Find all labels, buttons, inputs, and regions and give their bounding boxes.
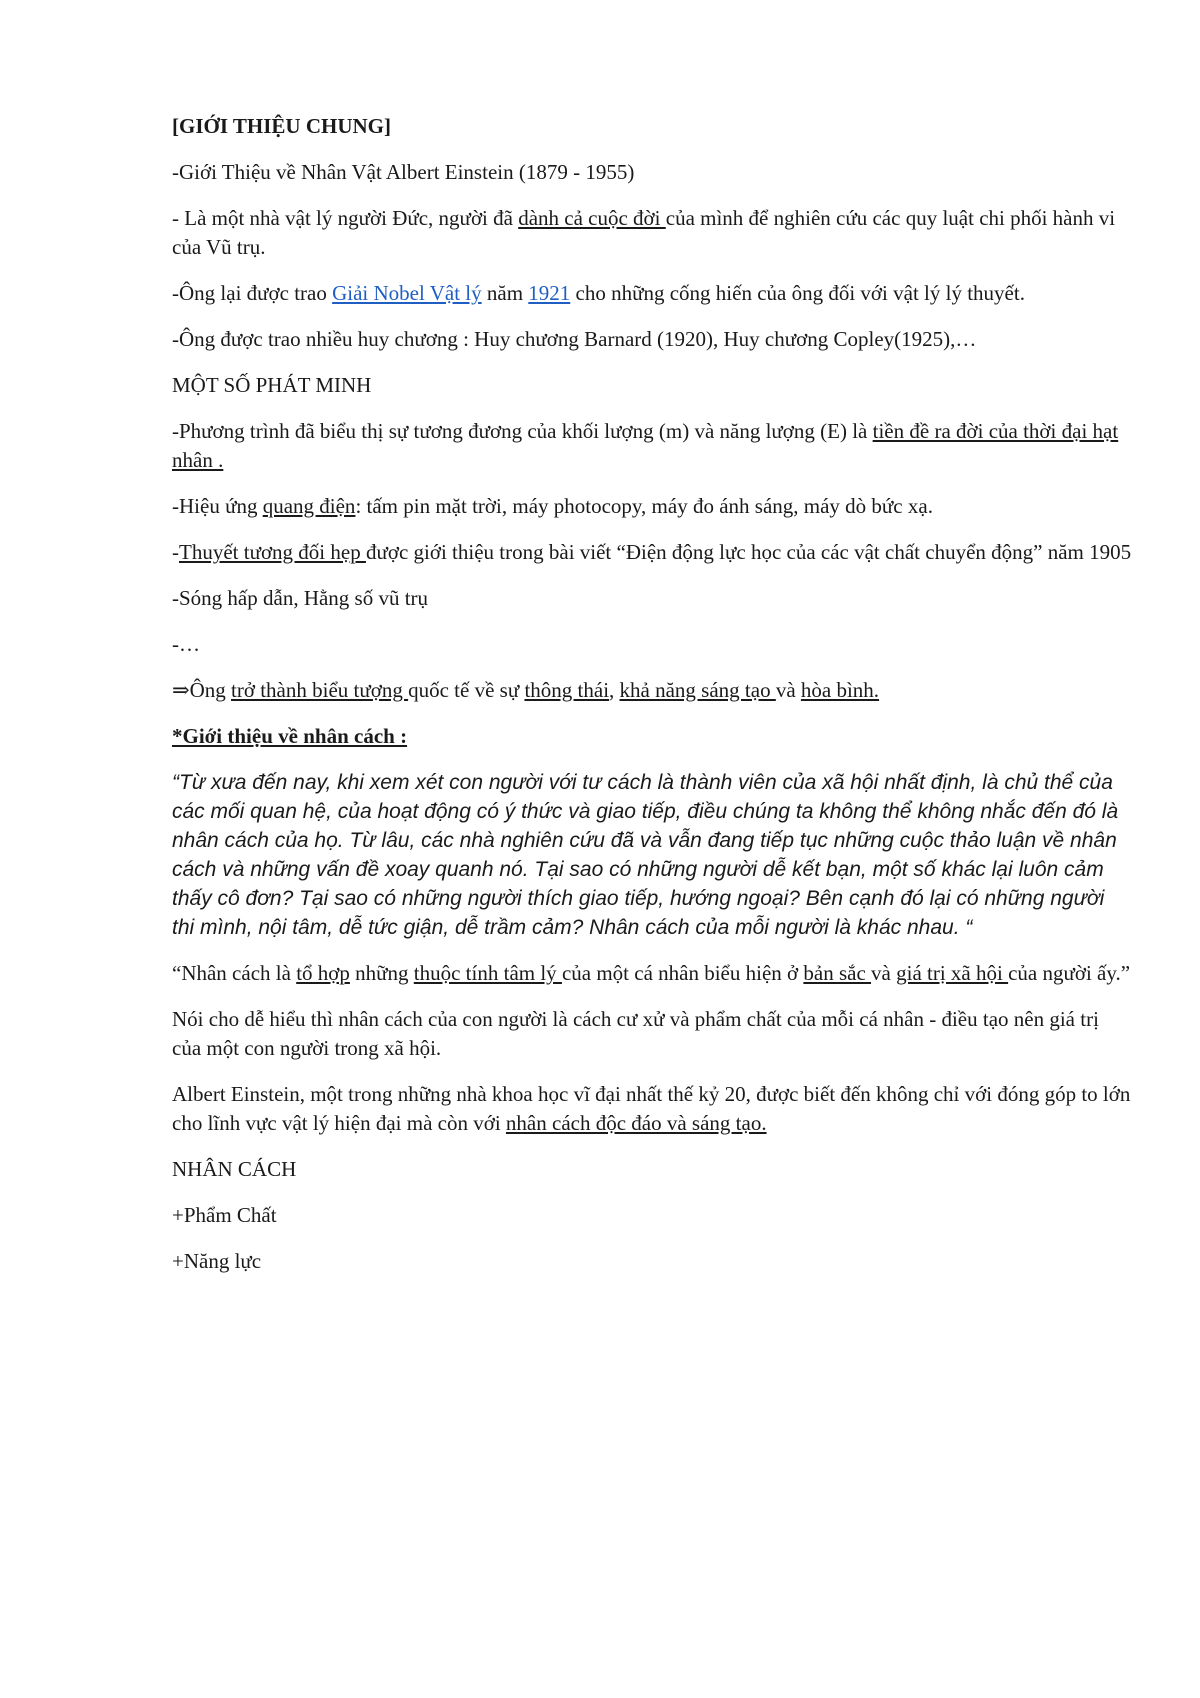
photoelectric-underline: quang điện <box>262 494 356 518</box>
symbol-text-a: ⇒Ông <box>172 678 232 702</box>
personality-quote: “Từ xưa đến nay, khi xem xét con người với tư cách là thành viên của xã hội nhất định, là chủ thể của các mối quan hệ, của hoạt động có ý thức và giao tiếp, điều chúng ta không thể không nhắc đến đó là nhân cách của họ. Từ lâu, các nhà nghiên cứu đã và vẫn đang tiếp tục những cuộc thảo luận về nhân cách và những vấn đề xoay quanh nó. Tại sao có những người dễ kết bạn, một số khác lại luôn cảm thấy cô đơn? Tại sao có những người thích giao tiếp, hướng ngoại? Bên cạnh đó lại có những người thi mình, nội tâm, dễ tức giận, dễ trầm cảm? Nhân cách của mỗi người là khác nhau. “ <box>172 771 1119 939</box>
equation-paragraph <box>172 417 1132 475</box>
equation-text-a: -Phương trình đã biểu thị sự tương đương của khối lượng (m) và năng lượng (E) là <box>172 419 873 443</box>
nobel-paragraph <box>172 279 1132 308</box>
symbol-underline-1: trở thành biểu tượng <box>231 678 409 702</box>
personality-heading-text: *Giới thiệu về nhân cách : <box>172 724 408 748</box>
symbol-underline-2: thông thái <box>524 678 610 702</box>
photoelectric-text-a: -Hiệu ứng <box>172 494 263 518</box>
medals-paragraph: -Ông được trao nhiều huy chương : Huy chương Barnard (1920), Huy chương Copley(1925),… <box>172 327 977 351</box>
definition-text-c: của một cá nhân biểu hiện ở <box>561 961 804 985</box>
ellipsis-paragraph: -… <box>172 632 200 656</box>
definition-underline-1: tổ hợp <box>296 961 350 985</box>
definition-text-b: những <box>349 961 414 985</box>
intro-paragraph: -Giới Thiệu về Nhân Vật Albert Einstein (1879 - 1955) <box>172 160 635 184</box>
definition-underline-2: thuộc tính tâm lý <box>413 961 562 985</box>
symbol-underline-4: hòa bình. <box>800 678 880 702</box>
symbol-text-d: và <box>775 678 801 702</box>
explain-paragraph: Nói cho dễ hiểu thì nhân cách của con người là cách cư xử và phẩm chất của mỗi cá nhân - điều tạo nên giá trị của một con người trong xã hội. <box>172 1007 1099 1060</box>
nhancach-heading: NHÂN CÁCH <box>172 1157 297 1181</box>
nobel-text-a: -Ông lại được trao <box>172 281 333 305</box>
einstein-underline: nhân cách độc đáo và sáng tạo. <box>505 1111 767 1135</box>
symbol-paragraph <box>172 676 1132 705</box>
relativity-paragraph <box>172 538 1132 567</box>
symbol-underline-3: khả năng sáng tạo <box>619 678 776 702</box>
photoelectric-text-b: : tấm pin mặt trời, máy photocopy, máy đo ánh sáng, máy dò bức xạ. <box>355 494 933 518</box>
relativity-underline: Thuyết tương đối hẹp <box>179 540 366 564</box>
nobel-text-b: năm <box>481 281 529 305</box>
personality-heading <box>172 722 1132 751</box>
symbol-text-c: , <box>609 678 620 702</box>
quality-item: +Phẩm Chất <box>172 1203 277 1227</box>
photoelectric-paragraph <box>172 492 1132 521</box>
waves-paragraph: -Sóng hấp dẫn, Hằng số vũ trụ <box>172 586 429 610</box>
intro-heading-text: [GIỚI THIỆU CHUNG] <box>172 114 391 138</box>
definition-underline-3: bản sắc <box>803 961 872 985</box>
equation-underline: tiền đề ra đời của thời đại hạt nhân . <box>172 419 1119 472</box>
year-1921-link[interactable]: 1921 <box>528 281 571 305</box>
relativity-text-b: được giới thiệu trong bài viết “Điện động lực học của các vật chất chuyển động” năm 1905 <box>365 540 1132 564</box>
physicist-text-b: của mình để nghiên cứu các quy luật chi phối hành vi của Vũ trụ. <box>172 206 1116 259</box>
nobel-prize-link[interactable]: Giải Nobel Vật lý <box>332 281 482 305</box>
relativity-text-a: - <box>172 540 179 564</box>
definition-text-d: và <box>871 961 897 985</box>
definition-paragraph <box>172 959 1132 988</box>
physicist-paragraph <box>172 204 1132 262</box>
definition-text-a: “Nhân cách là <box>172 961 297 985</box>
intro-heading <box>172 112 1132 141</box>
einstein-paragraph <box>172 1080 1132 1138</box>
physicist-underline: dành cả cuộc đời <box>518 206 666 230</box>
nobel-text-c: cho những cống hiến của ông đối với vật lý lý thuyết. <box>570 281 1025 305</box>
definition-text-e: của người ấy.” <box>1008 961 1131 985</box>
physicist-text-a: - Là một nhà vật lý người Đức, người đã <box>172 206 519 230</box>
ability-item: +Năng lực <box>172 1249 262 1273</box>
einstein-text-a: Albert Einstein, một trong những nhà khoa học vĩ đại nhất thế kỷ 20, được biết đến không chỉ với đóng góp to lớn cho lĩnh vực vật lý hiện đại mà còn với <box>172 1082 1131 1135</box>
symbol-text-b: quốc tế về sự <box>408 678 525 702</box>
definition-underline-4: giá trị xã hội <box>896 961 1009 985</box>
inventions-heading: MỘT SỐ PHÁT MINH <box>172 373 372 397</box>
document-body <box>172 112 1132 1293</box>
